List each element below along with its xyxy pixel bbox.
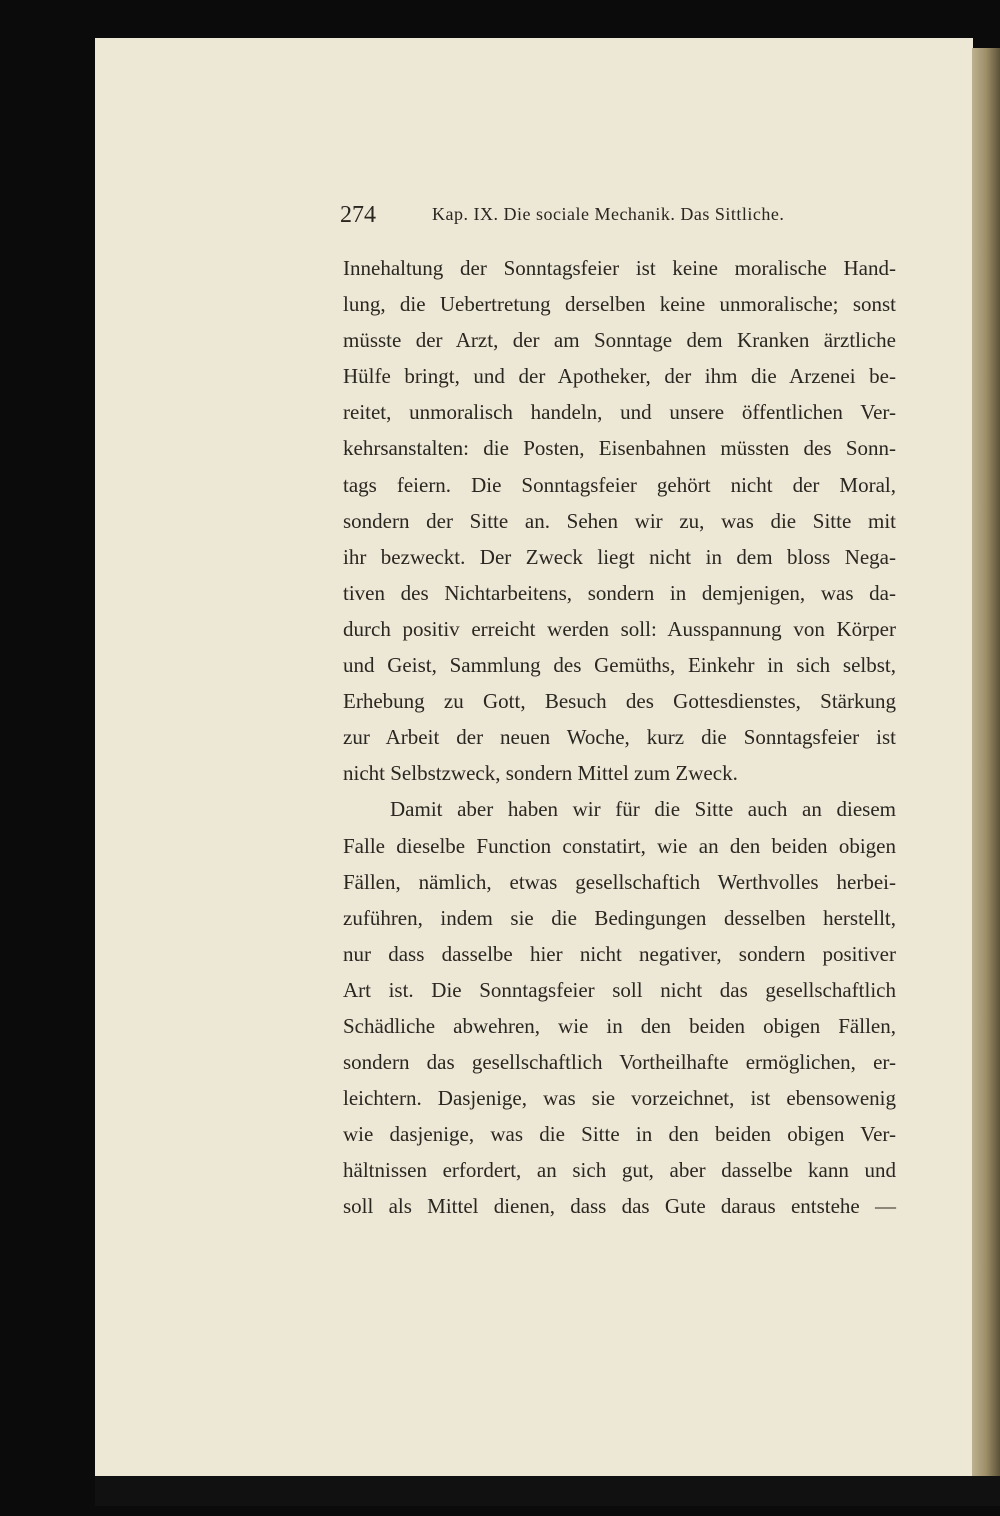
page-edge (972, 48, 1000, 1476)
text-line: zur Arbeit der neuen Woche, kurz die Sonntagsfeier ist (343, 725, 896, 750)
text-line: hältnissen erfordert, an sich gut, aber dasselbe kann und (343, 1158, 896, 1183)
text-line: müsste der Arzt, der am Sonntage dem Kranken ärztliche (343, 328, 896, 353)
text-line: Schädliche abwehren, wie in den beiden obigen Fällen, (343, 1013, 896, 1038)
page-header (340, 202, 900, 232)
text-line: zuführen, indem sie die Bedingungen desselben herstellt, (343, 905, 896, 930)
running-head: Kap. IX. Die sociale Mechanik. Das Sittliche. (432, 204, 785, 224)
text-line: Fällen, nämlich, etwas gesellschaftich Werthvolles herbei- (343, 869, 896, 894)
text-line: nicht Selbstzweck, sondern Mittel zum Zweck. (343, 761, 738, 786)
text-line: tags feiern. Die Sonntagsfeier gehört nicht der Moral, (343, 472, 896, 497)
text-line: wie dasjenige, was die Sitte in den beiden obigen Ver- (343, 1122, 896, 1147)
paragraph (343, 250, 896, 791)
text-line: tiven des Nichtarbeitens, sondern in demjenigen, was da- (343, 580, 896, 605)
text-line: Erhebung zu Gott, Besuch des Gottesdienstes, Stärkung (343, 689, 896, 714)
body-text (343, 250, 896, 1225)
text-line: sondern der Sitte an. Sehen wir zu, was die Sitte mit (343, 508, 896, 533)
text-line: nur dass dasselbe hier nicht negativer, sondern positiver (343, 941, 896, 966)
text-line: sondern das gesellschaftlich Vortheilhafte ermöglichen, er- (343, 1050, 896, 1075)
scan-border (95, 1476, 1000, 1506)
text-line: Falle dieselbe Function constatirt, wie an den beiden obigen (343, 833, 896, 858)
text-line: reitet, unmoralisch handeln, und unsere öffentlichen Ver- (343, 400, 896, 425)
text-line: Damit aber haben wir für die Sitte auch an diesem (390, 797, 896, 822)
text-line: kehrsanstalten: die Posten, Eisenbahnen müssten des Sonn- (343, 436, 896, 461)
paragraph (343, 791, 896, 1224)
text-line: lung, die Uebertretung derselben keine unmoralische; sonst (343, 292, 896, 317)
text-line: ihr bezweckt. Der Zweck liegt nicht in dem bloss Nega- (343, 544, 896, 569)
text-line: soll als Mittel dienen, dass das Gute daraus entstehe — (343, 1194, 896, 1219)
page-number: 274 (340, 202, 376, 228)
text-line: Innehaltung der Sonntagsfeier ist keine moralische Hand- (343, 256, 896, 280)
text-line: durch positiv erreicht werden soll: Ausspannung von Körper (343, 616, 896, 641)
text-line: leichtern. Dasjenige, was sie vorzeichnet, ist ebensowenig (343, 1086, 896, 1111)
text-line: Art ist. Die Sonntagsfeier soll nicht das gesellschaftlich (343, 977, 896, 1002)
text-line: Hülfe bringt, und der Apotheker, der ihm die Arzenei be- (343, 364, 896, 389)
text-line: und Geist, Sammlung des Gemüths, Einkehr in sich selbst, (343, 653, 896, 678)
